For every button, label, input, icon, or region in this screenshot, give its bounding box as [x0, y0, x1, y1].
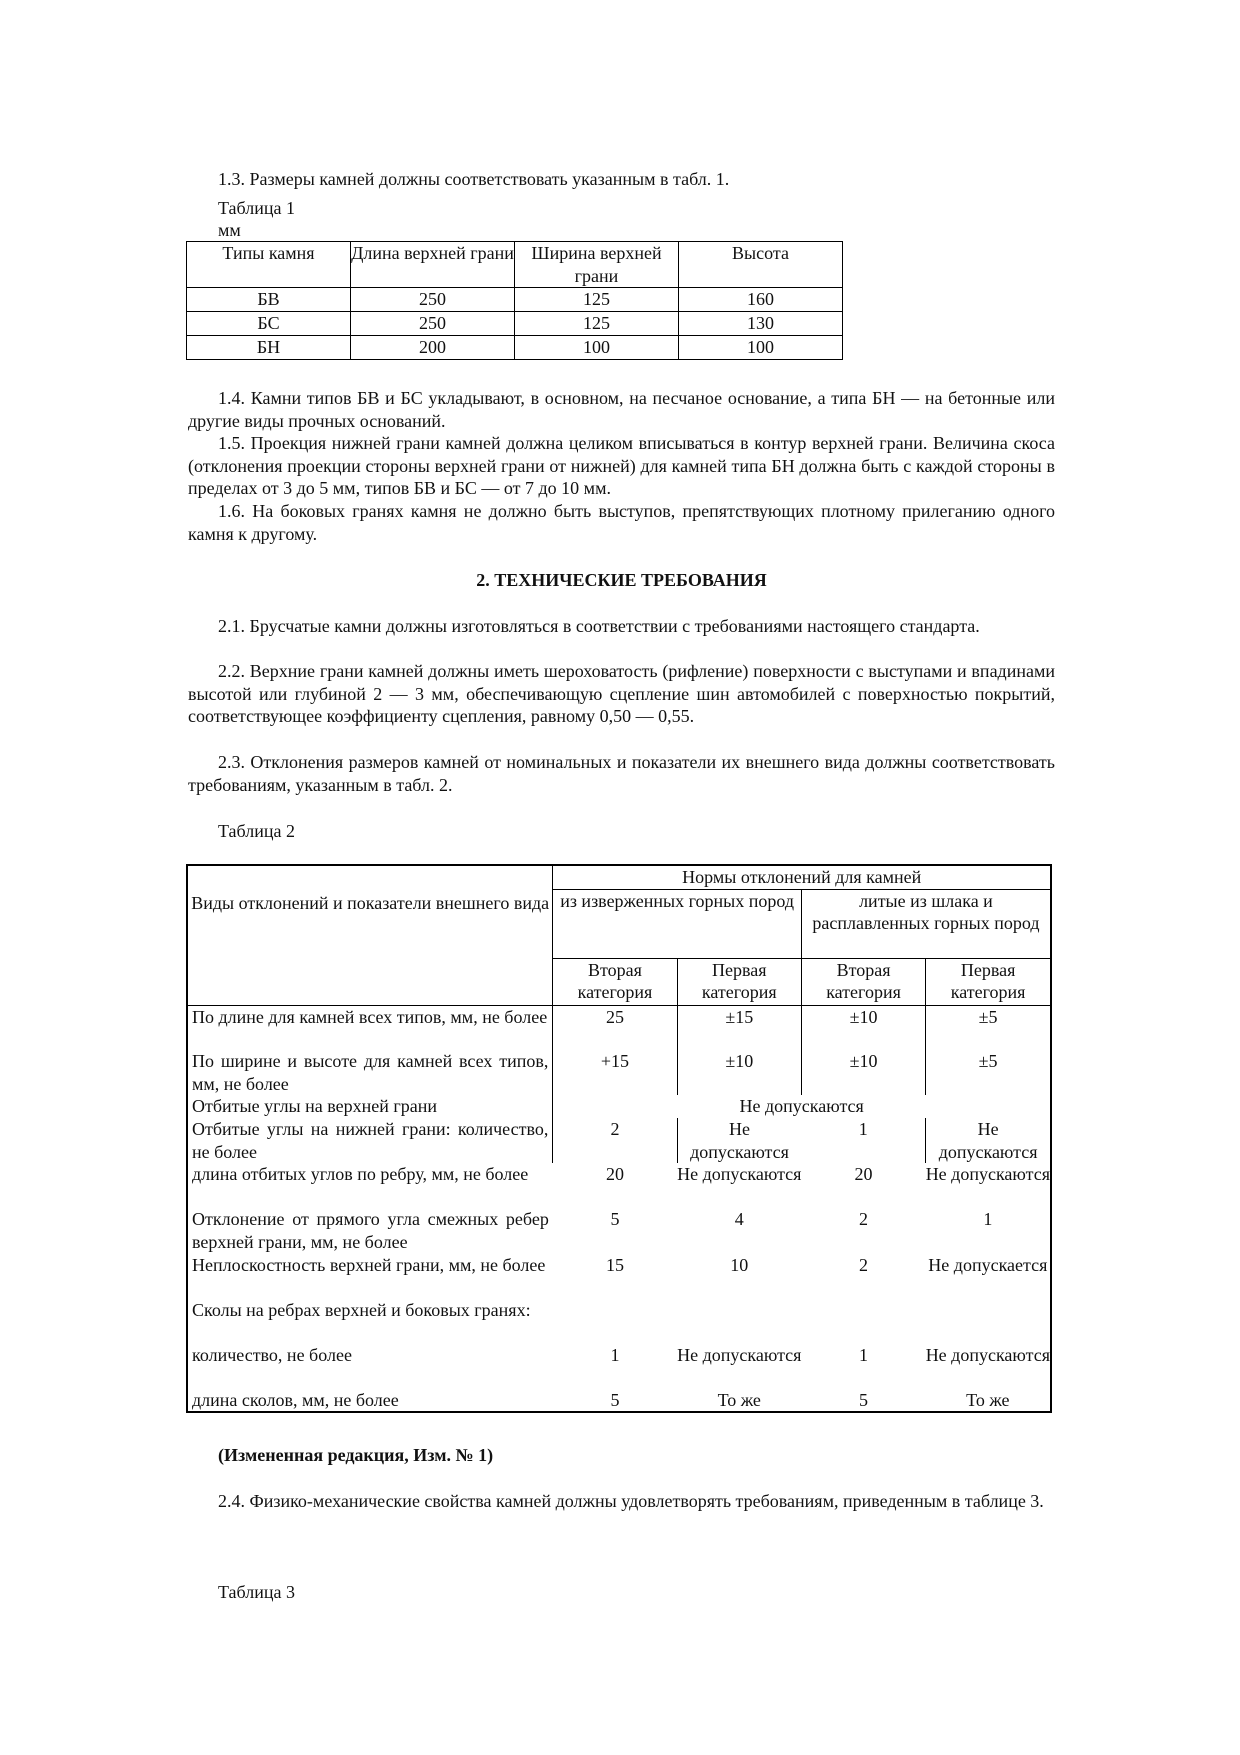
- amendment-note: (Измененная редакция, Изм. № 1): [218, 1445, 494, 1465]
- table-row: [187, 1344, 1051, 1389]
- table-cell: 25: [553, 1005, 677, 1050]
- table-row: [187, 1005, 1051, 1050]
- table-row: [187, 1118, 1051, 1163]
- row-label: Сколы на ребрах верхней и боковых гранях:: [192, 1299, 531, 1320]
- table-cell: 20: [605, 1164, 624, 1185]
- table-cell: 5: [610, 1209, 620, 1230]
- table-row: [187, 1050, 1051, 1095]
- table-cell: Не допускаются: [925, 1344, 1050, 1365]
- table2-subheader: Вторая категория: [553, 958, 677, 1005]
- table-row: [187, 1095, 1051, 1118]
- row-label: По ширине и высоте для камней всех типов, мм, не более: [187, 1050, 553, 1095]
- table-cell: 2: [859, 1254, 869, 1275]
- table-cell: 1: [859, 1344, 869, 1365]
- table-cell: 15: [605, 1254, 624, 1275]
- table-row: [187, 1163, 1051, 1208]
- table-cell: ±15: [677, 1005, 801, 1050]
- table1-caption: Таблица 1: [218, 198, 295, 218]
- table-row: [187, 1254, 1051, 1299]
- row-label: Отбитые углы на нижней грани: количество, не более: [187, 1118, 553, 1163]
- table1-header-cell: Типы камня: [187, 242, 351, 288]
- table2-header-main: Виды отклонений и показатели внешнего вида: [187, 865, 553, 1005]
- table-cell: [553, 1299, 677, 1344]
- table-row: [187, 336, 843, 360]
- table1-header-cell: Длина верхней грани: [351, 242, 515, 288]
- table-cell: 250: [351, 288, 515, 312]
- row-label: длина сколов, мм, не более: [192, 1389, 399, 1410]
- table-cell: ±10: [801, 1050, 925, 1095]
- table-cell: БН: [187, 336, 351, 360]
- table-cell: 1: [983, 1209, 993, 1230]
- table-cell-merged: Не допускаются: [739, 1096, 864, 1117]
- table-cell: +15: [553, 1050, 677, 1095]
- row-label: длина отбитых углов по ребру, мм, не более: [192, 1164, 529, 1185]
- table-cell: ±5: [978, 1006, 998, 1027]
- table2-subheader: Вторая категория: [801, 958, 925, 1005]
- row-label: Отбитые углы на верхней грани: [187, 1095, 553, 1118]
- table-cell: 100: [515, 336, 679, 360]
- table2-header-norms: Нормы отклонений для камней: [553, 865, 1051, 889]
- table-cell: 130: [679, 312, 843, 336]
- row-label: Неплоскостность верхней грани, мм, не более: [192, 1254, 546, 1275]
- table-cell: 125: [515, 312, 679, 336]
- table-cell: [926, 1299, 1051, 1344]
- table-1: [186, 241, 843, 360]
- table-row: [187, 288, 843, 312]
- row-label: количество, не более: [192, 1344, 352, 1365]
- paragraph-1-3: 1.3. Размеры камней должны соответствовать указанным в табл. 1.: [218, 169, 730, 189]
- table-cell: [677, 1299, 801, 1344]
- paragraph-2-1: 2.1. Брусчатые камни должны изготовляться в соответствии с требованиями настоящего стандарта.: [218, 616, 980, 636]
- table-cell: Не допускаются: [925, 1164, 1050, 1185]
- table-cell: 100: [679, 336, 843, 360]
- paragraph-1-6: 1.6. На боковых гранях камня не должно быть выступов, препятствующих плотному прилеганию одного камня к другому.: [188, 501, 1055, 544]
- row-label: Отклонение от прямого угла смежных ребер верхней грани, мм, не более: [192, 1209, 549, 1253]
- table-cell: 4: [734, 1209, 744, 1230]
- table-cell: Не допускаются: [677, 1344, 802, 1365]
- table-cell: 20: [854, 1164, 873, 1185]
- row-label: По длине для камней всех типов, мм, не более: [187, 1005, 553, 1050]
- table-cell: 250: [351, 312, 515, 336]
- paragraph-1-4: 1.4. Камни типов БВ и БС укладывают, в основном, на песчаное основание, а типа БН — на бетонные или другие виды прочных оснований.: [188, 388, 1055, 431]
- paragraph-1-5: 1.5. Проекция нижней грани камней должна целиком вписываться в контур верхней грани. Величина скоса (отклонения проекции стороны верхней грани от нижней) для камней типа БН должна быть с каждой стороны в пределах от 3 до 5 мм, типов БВ и БС — от 7 до 10 мм.: [188, 433, 1055, 499]
- table-cell: Не допускаются: [677, 1164, 802, 1185]
- table-row: [187, 1389, 1051, 1413]
- table2-caption: Таблица 2: [218, 821, 295, 841]
- table-cell: 160: [679, 288, 843, 312]
- table-cell: То же: [717, 1389, 761, 1410]
- table1-header-cell: Ширина верхней грани: [515, 242, 679, 288]
- table-cell: 125: [515, 288, 679, 312]
- table2-group-cast: литые из шлака и расплавленных горных пород: [801, 889, 1051, 958]
- table-row: [187, 312, 843, 336]
- table-cell: [801, 1299, 925, 1344]
- table-cell: БВ: [187, 288, 351, 312]
- table2-header-row: [187, 865, 1051, 889]
- table-cell: 2: [553, 1118, 677, 1163]
- table3-caption: Таблица 3: [218, 1582, 295, 1602]
- table-cell: ±5: [978, 1051, 998, 1072]
- table-cell: 10: [730, 1254, 749, 1275]
- table-cell: Не допускается: [928, 1254, 1048, 1275]
- paragraph-2-2: 2.2. Верхние грани камней должны иметь шероховатость (рифление) поверхности с выступами и впадинами высотой или глубиной 2 — 3 мм, обеспечивающую сцепление шин автомобилей с поверхностью покрытий, соответствующее коэффициенту сцепления, равному 0,50 — 0,55.: [188, 661, 1055, 727]
- table-cell: БС: [187, 312, 351, 336]
- table2-group-igneous: из изверженных горных пород: [553, 889, 802, 958]
- table-row: [187, 1208, 1051, 1253]
- paragraph-2-3: 2.3. Отклонения размеров камней от номинальных и показатели их внешнего вида должны соответствовать требованиям, указанным в табл. 2.: [188, 752, 1055, 795]
- table1-header-cell: Высота: [679, 242, 843, 288]
- table-row: [187, 1299, 1051, 1344]
- table-cell: 200: [351, 336, 515, 360]
- table-cell: 5: [610, 1389, 620, 1410]
- table-cell: 5: [859, 1389, 869, 1410]
- table2-subheader: Первая категория: [926, 958, 1051, 1005]
- paragraph-2-4: 2.4. Физико-механические свойства камней должны удовлетворять требованиям, приведенным в таблице 3.: [218, 1491, 1044, 1511]
- table1-unit: мм: [218, 220, 241, 240]
- table-2: [186, 864, 1052, 1413]
- table-cell: 1: [610, 1344, 620, 1365]
- table-cell: ±10: [801, 1005, 925, 1050]
- table-cell: ±10: [677, 1050, 801, 1095]
- table2-subheader: Первая категория: [677, 958, 801, 1005]
- table-cell: 1: [801, 1118, 925, 1163]
- table1-header-row: [187, 242, 843, 288]
- table-cell: Не допускаются: [690, 1119, 789, 1162]
- table-cell: То же: [966, 1389, 1010, 1410]
- table-cell: 2: [859, 1209, 869, 1230]
- table-cell: Не допускаются: [938, 1119, 1038, 1162]
- section-2-heading: 2. ТЕХНИЧЕСКИЕ ТРЕБОВАНИЯ: [476, 570, 767, 590]
